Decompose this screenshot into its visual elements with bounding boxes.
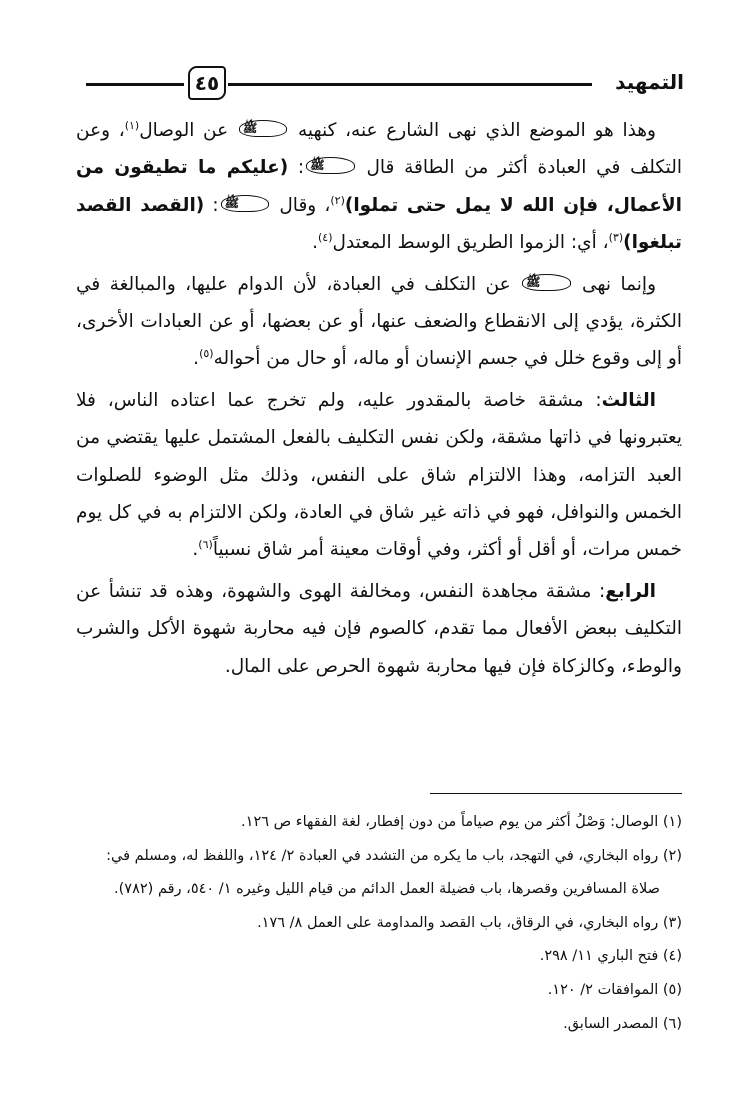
footnote-ref-3[interactable]: (٣): [608, 231, 624, 245]
text-span: ، أي: الزموا الطريق الوسط المعتدل: [332, 232, 609, 254]
honorific-icon: ﷺ: [306, 157, 355, 174]
honorific-icon: ﷺ: [522, 274, 571, 291]
section-lead-third: الثالث: [601, 389, 656, 411]
footnote-ref-4[interactable]: (٤): [317, 231, 333, 245]
running-title: التمهيد: [615, 70, 684, 94]
header-rule-left: [86, 83, 184, 86]
paragraph-1: [76, 112, 682, 262]
footnote-separator: [430, 793, 682, 794]
text-span: عن الوصال: [139, 120, 237, 141]
main-text: [76, 112, 682, 689]
text-span: ، وقال: [279, 194, 331, 216]
footnote-6: (٦) المصدر السابق.: [563, 1015, 682, 1032]
footnote-4: (٤) فتح الباري ١١/ ٢٩٨.: [539, 948, 682, 965]
footnotes: [60, 806, 682, 1041]
footnote-2: (٢) رواه البخاري، في التهجد، باب ما يكره من التشدد في العبادة ٢/ ١٢٤، واللفظ له، ومسلم في:: [106, 847, 682, 864]
header-rule-right: [228, 83, 592, 86]
text-span: :: [288, 157, 305, 179]
text-span: .: [193, 348, 200, 370]
text-span: ، وعن التكلف في العبادة أكثر من الطاقة قال: [76, 120, 682, 179]
honorific-icon: ﷺ: [221, 195, 270, 212]
page-header: [86, 66, 684, 102]
footnote-ref-6[interactable]: (٦): [198, 538, 213, 552]
honorific-icon: ﷺ: [239, 120, 288, 137]
text-span: : مشقة خاصة بالمقدور عليه، ولم تخرج عما اعتاده الناس، فلا يعتبرونها في ذاتها مشقة، ولكن نفس التكليف بالفعل المشتمل عليها يقتضي من العبد التزامه، وهذا الالتزام شاق على النفس، وذلك مثل الوضوء للصلوات الخمس والنوافل، فهو في ذاته غير شاق في العادة، ولكن الالتزام به في كل يوم خمس مرات، أو أقل أو أكثر، وفي أوقات معينة أمر شاق نسبياً: [76, 389, 682, 561]
paragraph-2: [76, 266, 682, 378]
text-span: .: [192, 539, 199, 561]
page-number: ٤٥: [194, 71, 220, 95]
footnote-5: (٥) الموافقات ٢/ ١٢٠.: [547, 981, 682, 998]
footnote-1: (١) الوصال: وَصْلُ أكثر من يوم صياماً من دون إفطار، لغة الفقهاء ص ١٢٦.: [241, 814, 682, 830]
section-lead-fourth: الرابع: [605, 580, 656, 602]
paragraph-4: [76, 573, 682, 685]
text-span: .: [312, 232, 318, 254]
text-span: عن التكلف في العبادة، لأن الدوام عليها، والمبالغة في الكثرة، يؤدي إلى الانقطاع والضعف عنها، أو عن بعضها، أو عن العبادات الأخرى، أو إلى وقوع خلل في جسم الإنسان أو ماله، أو حال من أحواله: [76, 273, 682, 370]
text-span: :: [204, 194, 219, 216]
footnote-2-continued: صلاة المسافرين وقصرها، باب فضيلة العمل الدائم من قيام الليل وغيره ١/ ٥٤٠، رقم (٧٨٢).: [114, 881, 660, 898]
text-span: : مشقة مجاهدة النفس، ومخالفة الهوى والشهوة، وهذه قد تنشأ عن التكليف ببعض الأفعال مما تقدم، كالصوم فإن فيه محاربة شهوة الأكل والشرب والوطء، وكالزكاة فإن فيها محاربة شهوة الحرص على المال.: [76, 580, 682, 677]
text-span: وإنما نهى: [581, 273, 657, 295]
page-number-badge: [188, 66, 226, 100]
hadith-quote-2: (القصد القصد تبلغوا): [76, 194, 682, 254]
footnote-ref-1[interactable]: (١): [124, 118, 140, 132]
text-span: وهذا هو الموضع الذي نهى الشارع عنه، كنهيه: [297, 120, 656, 141]
footnote-ref-5[interactable]: (٥): [199, 347, 214, 361]
hadith-quote-1: (عليكم ما تطيقون من الأعمال، فإن الله لا يمل حتى تملوا): [76, 157, 682, 216]
footnote-ref-2[interactable]: (٢): [330, 193, 345, 207]
footnote-3: (٣) رواه البخاري، في الرقاق، باب القصد والمداومة على العمل ٨/ ١٧٦.: [257, 914, 682, 931]
paragraph-3: [76, 382, 682, 569]
